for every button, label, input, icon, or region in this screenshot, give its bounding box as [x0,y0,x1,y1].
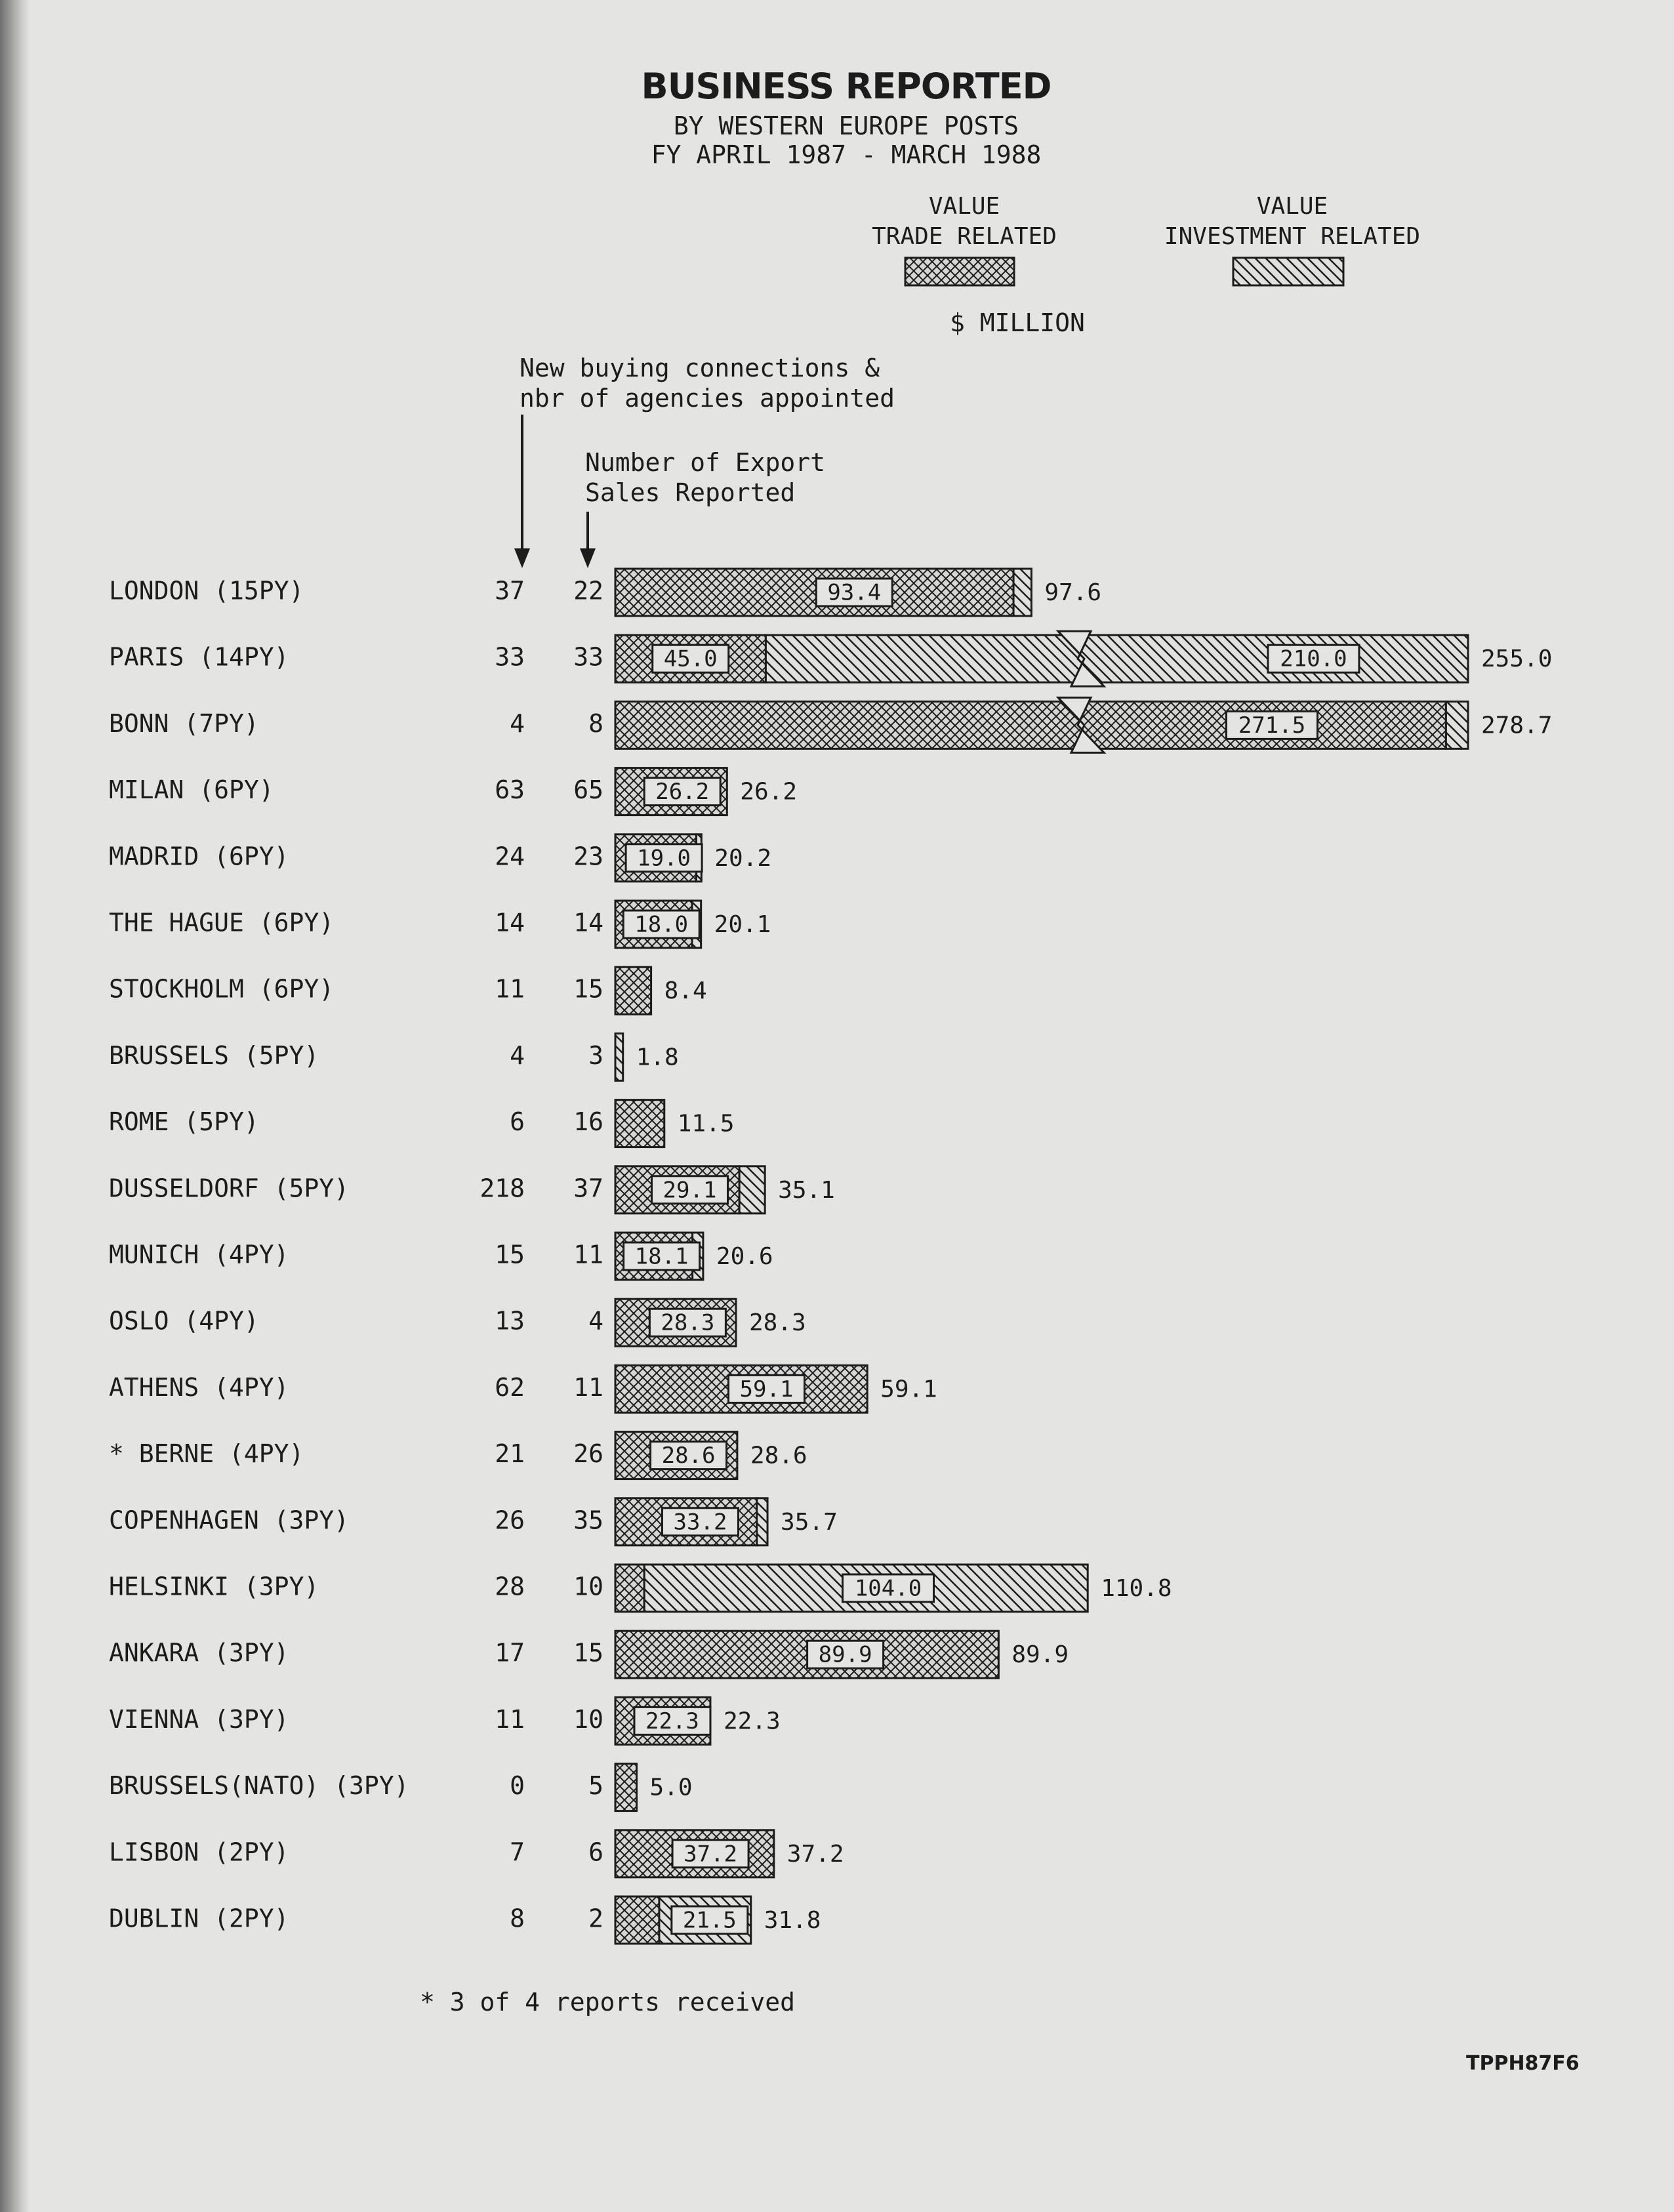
bar-label-17: 89.9 [818,1641,872,1668]
investment-bar-8 [615,1033,623,1080]
total-value-14: 28.6 [750,1442,807,1469]
row-label-16: HELSINKI (3PY) [109,1572,319,1601]
total-value-18: 22.3 [723,1708,781,1735]
export-sales-value-19: 5 [588,1771,603,1801]
total-value-5: 20.2 [714,844,772,872]
bar-label-6: 18.0 [634,911,689,938]
export-sales-value-4: 65 [573,775,603,805]
connections-value-2: 33 [495,642,525,672]
connections-note-line-1: New buying connections & [520,354,880,382]
row-label-7: STOCKHOLM (6PY) [109,974,335,1004]
total-value-12: 28.3 [748,1309,806,1337]
connections-value-18: 11 [495,1704,525,1734]
connections-value-3: 4 [510,708,525,738]
trade-bar-3 [615,701,1446,748]
bar-label-20: 37.2 [684,1841,738,1868]
chart-subtitle-line-1: BY WESTERN EUROPE POSTS [673,112,1019,140]
connections-value-7: 11 [495,974,525,1004]
row-label-6: THE HAGUE (6PY) [109,908,335,937]
total-value-20: 37.2 [786,1840,844,1868]
connections-value-17: 17 [495,1638,525,1668]
investment-bar-1 [1013,569,1031,616]
bar-label-18: 22.3 [645,1708,699,1734]
trade-bar-19 [615,1764,637,1811]
trade-bar-label-2: 45.0 [663,645,718,672]
export-sales-value-2: 33 [573,642,603,672]
trade-bar-1 [615,569,1013,616]
bar-label-21: 21.5 [682,1907,737,1934]
export-sales-value-17: 15 [573,1638,603,1668]
row-label-14: * BERNE (4PY) [109,1439,304,1469]
legend-investment-swatch [1233,258,1343,285]
total-value-6: 20.1 [714,911,771,938]
total-value-9: 11.5 [677,1110,735,1137]
export-sales-arrow-head [580,548,596,568]
connections-value-4: 63 [495,775,525,805]
connections-value-16: 28 [495,1572,525,1601]
trade-bar-7 [615,967,651,1014]
connections-value-19: 0 [510,1771,525,1801]
export-sales-value-16: 10 [573,1572,603,1601]
total-value-13: 59.1 [880,1376,937,1403]
export-sales-note-line-2: Sales Reported [585,478,796,507]
row-label-8: BRUSSELS (5PY) [109,1040,319,1070]
row-label-11: MUNICH (4PY) [109,1240,289,1269]
connections-arrow-head [514,548,530,568]
bar-label-3: 271.5 [1238,712,1306,739]
row-label-20: LISBON (2PY) [109,1837,289,1867]
connections-value-11: 15 [495,1240,525,1269]
export-sales-value-8: 3 [588,1040,603,1070]
connections-value-20: 7 [510,1837,525,1867]
connections-note-line-2: nbr of agencies appointed [520,384,895,413]
total-value-3: 278.7 [1481,712,1553,739]
bar-label-11: 18.1 [634,1243,689,1270]
total-value-2: 255.0 [1481,645,1553,673]
export-sales-value-9: 16 [573,1107,603,1137]
connections-value-5: 24 [495,842,525,871]
total-value-7: 8.4 [664,977,707,1005]
connections-value-21: 8 [510,1904,525,1933]
total-value-4: 26.2 [740,778,798,806]
bar-label-4: 26.2 [655,779,710,806]
export-sales-value-12: 4 [588,1306,603,1336]
bar-label-1: 93.4 [827,579,882,606]
investment-bar-label-2: 210.0 [1280,645,1347,672]
row-label-13: ATHENS (4PY) [109,1372,289,1402]
export-sales-value-14: 26 [573,1439,603,1469]
row-label-4: MILAN (6PY) [109,775,274,805]
total-value-1: 97.6 [1044,579,1102,606]
row-label-3: BONN (7PY) [109,708,259,738]
legend-trade-swatch [905,258,1014,285]
bar-label-13: 59.1 [739,1376,794,1403]
row-label-17: ANKARA (3PY) [109,1638,289,1668]
row-label-18: VIENNA (3PY) [109,1704,289,1734]
export-sales-value-5: 23 [573,842,603,871]
export-sales-value-10: 37 [573,1174,603,1203]
export-sales-value-11: 11 [573,1240,603,1269]
export-sales-value-3: 8 [588,708,603,738]
export-sales-value-13: 11 [573,1372,603,1402]
row-label-1: LONDON (15PY) [109,576,304,605]
connections-value-8: 4 [510,1040,525,1070]
export-sales-value-15: 35 [573,1505,603,1535]
legend-trade-label-line-2: TRADE RELATED [872,223,1057,250]
export-sales-note-line-1: Number of Export [585,448,826,477]
total-value-17: 89.9 [1011,1641,1069,1669]
connections-value-10: 218 [480,1174,525,1203]
connections-value-9: 6 [510,1107,525,1137]
bar-label-12: 28.3 [661,1309,715,1336]
row-label-21: DUBLIN (2PY) [109,1904,289,1933]
legend-investment-label-line-2: INVESTMENT RELATED [1164,223,1421,250]
chart-subtitle-line-2: FY APRIL 1987 - MARCH 1988 [651,140,1042,169]
total-value-11: 20.6 [716,1243,773,1270]
connections-value-15: 26 [495,1505,525,1535]
investment-bar-3 [1446,701,1468,748]
export-sales-value-18: 10 [573,1704,603,1734]
row-label-12: OSLO (4PY) [109,1306,259,1336]
total-value-8: 1.8 [636,1044,679,1071]
export-sales-value-21: 2 [588,1904,603,1933]
total-value-15: 35.7 [781,1508,838,1536]
trade-bar-16 [615,1565,644,1612]
row-label-5: MADRID (6PY) [109,842,289,871]
investment-bar-15 [757,1498,767,1546]
row-label-19: BRUSSELS(NATO) (3PY) [109,1771,409,1801]
legend-investment-label-line-1: VALUE [1256,193,1328,220]
connections-value-12: 13 [495,1306,525,1336]
footnote: * 3 of 4 reports received [420,1988,795,2017]
trade-bar-21 [615,1896,659,1944]
chart-title: BUSINESS REPORTED [641,66,1051,107]
export-sales-value-1: 22 [573,576,603,605]
connections-value-6: 14 [495,908,525,937]
total-value-16: 110.8 [1101,1575,1172,1602]
bar-label-10: 29.1 [663,1177,717,1204]
connections-value-13: 62 [495,1372,525,1402]
export-sales-value-7: 15 [573,974,603,1004]
investment-bar-2 [766,635,1468,682]
row-label-15: COPENHAGEN (3PY) [109,1505,350,1535]
export-sales-value-20: 6 [588,1837,603,1867]
investment-bar-10 [739,1166,765,1214]
connections-value-1: 37 [495,576,525,605]
document-code: TPPH87F6 [1466,2052,1580,2075]
units-label: $ MILLION [950,308,1085,337]
legend-trade-label-line-1: VALUE [928,193,1000,220]
row-label-2: PARIS (14PY) [109,642,289,672]
row-label-9: ROME (5PY) [109,1107,259,1137]
connections-value-14: 21 [495,1439,525,1469]
total-value-19: 5.0 [649,1774,693,1801]
trade-bar-9 [615,1100,664,1147]
bar-label-16: 104.0 [854,1575,922,1602]
row-label-10: DUSSELDORF (5PY) [109,1174,350,1203]
total-value-10: 35.1 [778,1176,835,1204]
bar-label-15: 33.2 [673,1509,727,1536]
bar-label-5: 19.0 [637,845,691,872]
bar-label-14: 28.6 [661,1443,716,1469]
total-value-21: 31.8 [764,1907,821,1934]
export-sales-value-6: 14 [573,908,603,937]
